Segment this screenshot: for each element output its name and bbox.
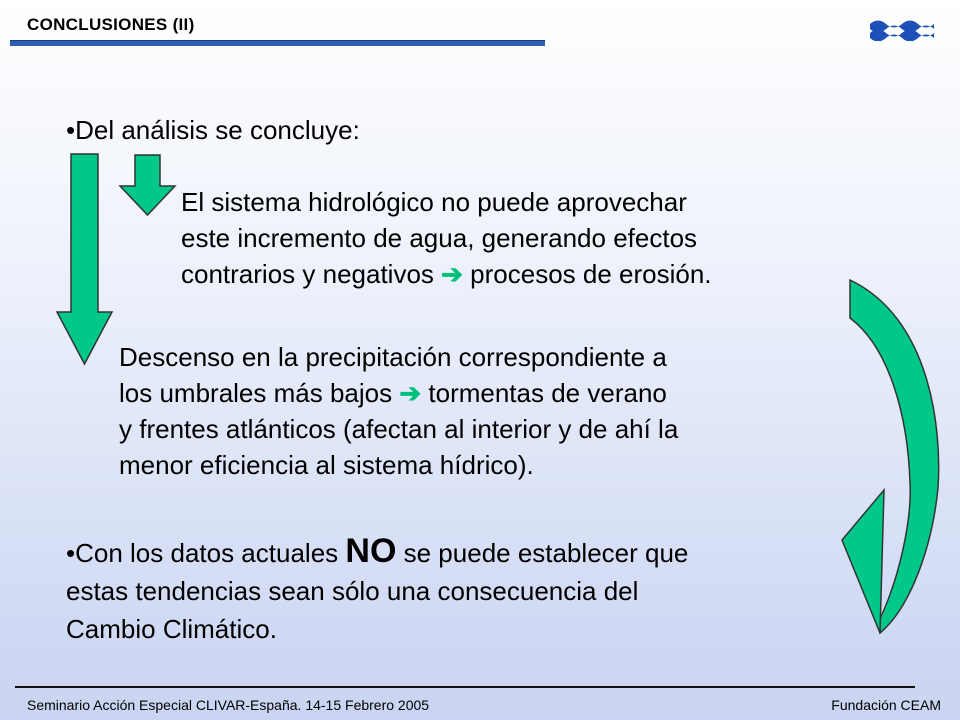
bullet-analysis: •Del análisis se concluye:: [66, 115, 360, 145]
para1-line1: El sistema hidrológico no puede aprovechar: [181, 187, 687, 217]
para2-line1: Descenso en la precipitación correspondiente a: [119, 342, 667, 372]
para1-line3: [181, 256, 712, 292]
para2-line3: y frentes atlánticos (afectan al interior y de ahí la: [119, 414, 679, 444]
curved-arrow-icon: [820, 278, 945, 640]
bullet2-line2: estas tendencias sean sólo una consecuencia del: [66, 576, 639, 606]
footer-divider: [15, 686, 915, 688]
footer-seminar: Seminario Acción Especial CLIVAR-España. 14-15 Febrero 2005: [27, 697, 430, 713]
paragraph-precipitation: [119, 339, 678, 483]
para2-line2-before: los umbrales más bajos: [119, 378, 393, 408]
slide-title: CONCLUSIONES (II): [27, 15, 195, 34]
para2-line2-after: tormentas de verano: [428, 378, 667, 408]
title-underline: [10, 40, 545, 46]
short-down-arrow-icon: [118, 153, 178, 218]
bullet2-before: •Con los datos actuales: [66, 538, 339, 568]
footer-organization: Fundación CEAM: [831, 697, 941, 713]
wave-logo-icon: [870, 15, 934, 41]
bullet-current-data: [66, 532, 688, 648]
para1-line2: este incremento de agua, generando efectos: [181, 223, 698, 253]
right-arrow-icon: ➔: [441, 259, 463, 289]
bullet2-line3: Cambio Climático.: [66, 614, 277, 644]
para2-line2: [119, 375, 678, 411]
para1-line3-before: contrarios y negativos: [181, 259, 434, 289]
emphasis-no: NO: [345, 532, 397, 570]
long-down-arrow-icon: [55, 152, 115, 367]
right-arrow-icon: ➔: [399, 378, 422, 408]
bullet2-line1: [66, 532, 688, 572]
para1-line3-after: procesos de erosión.: [470, 259, 712, 289]
bullet2-after: se puede establecer que: [403, 538, 689, 568]
paragraph-hydrologic-system: [181, 184, 712, 292]
para2-line4: menor eficiencia al sistema hídrico).: [119, 450, 534, 480]
